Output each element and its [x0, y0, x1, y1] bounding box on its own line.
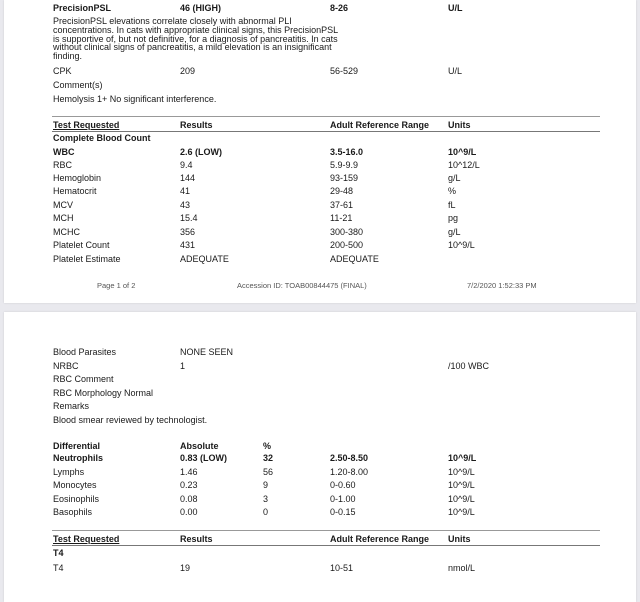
psl-range: 8-26: [330, 3, 349, 13]
cpk-range: 56-529: [330, 66, 359, 76]
test-name: WBC: [53, 147, 75, 157]
percent-header: %: [263, 441, 272, 451]
test-name: Hematocrit: [53, 186, 97, 196]
reference-range: 37-61: [330, 200, 354, 210]
section-complete-blood-count: Complete Blood Count: [53, 133, 151, 143]
t4-col-header-results: Results: [180, 534, 213, 544]
row-label: Blood Parasites: [53, 347, 117, 357]
reference-range: 3.5-16.0: [330, 147, 364, 157]
section-t4: T4: [53, 548, 64, 558]
units: 10^9/L: [448, 467, 475, 477]
percent-value: 9: [263, 480, 269, 490]
t4-table-top-rule: [52, 530, 600, 531]
test-name: MCHC: [53, 227, 80, 237]
col-header-test-requested: Test Requested: [53, 120, 120, 130]
reference-range: 200-500: [330, 240, 364, 250]
page-number: Page 1 of 2: [97, 281, 136, 290]
reference-range: 2.50-8.50: [330, 453, 369, 463]
rbc-morphology: RBC Morphology Normal: [53, 388, 154, 398]
reference-range: 1.20-8.00: [330, 467, 369, 477]
units: 10^9/L: [448, 494, 475, 504]
reference-range: 0-1.00: [330, 494, 356, 504]
row-value: NONE SEEN: [180, 347, 234, 357]
col-header-units: Units: [448, 120, 471, 130]
reference-range: 10-51: [330, 563, 354, 573]
units: 10^9/L: [448, 240, 475, 250]
remarks-label: Remarks: [53, 401, 90, 411]
psl-test-name: PrecisionPSL: [53, 3, 112, 13]
result-value: 431: [180, 240, 196, 250]
units: nmol/L: [448, 563, 476, 573]
col-header-reference-range: Adult Reference Range: [330, 120, 430, 130]
result-value: 19: [180, 563, 191, 573]
units: 10^12/L: [448, 160, 480, 170]
result-value: 15.4: [180, 213, 198, 223]
result-value: 144: [180, 173, 196, 183]
report-datetime: 7/2/2020 1:52:33 PM: [467, 281, 537, 290]
reference-range: 93-159: [330, 173, 359, 183]
units: 10^9/L: [448, 480, 475, 490]
table-top-rule: [52, 116, 600, 117]
test-name: T4: [53, 563, 64, 573]
reference-range: 300-380: [330, 227, 364, 237]
absolute-value: 0.08: [180, 494, 198, 504]
col-header-results: Results: [180, 120, 213, 130]
reference-range: 0-0.60: [330, 480, 356, 490]
psl-units: U/L: [448, 3, 463, 13]
t4-col-header-test-requested: Test Requested: [53, 534, 120, 544]
units: 10^9/L: [448, 147, 477, 157]
accession-id: Accession ID: TOAB00844475 (FINAL): [237, 281, 367, 290]
report-page-2: [4, 312, 636, 602]
test-name: RBC: [53, 160, 73, 170]
hemolysis-comment: Hemolysis 1+ No significant interference.: [53, 94, 217, 104]
units: g/L: [448, 227, 461, 237]
result-value: 9.4: [180, 160, 193, 170]
reference-range: 29-48: [330, 186, 354, 196]
result-value: 356: [180, 227, 196, 237]
cell-type: Monocytes: [53, 480, 97, 490]
units: 10^9/L: [448, 507, 475, 517]
absolute-value: 0.23: [180, 480, 198, 490]
psl-result: 46 (HIGH): [180, 3, 222, 13]
header-bottom-rule: [52, 131, 600, 132]
units: %: [448, 186, 457, 196]
units: pg: [448, 213, 459, 223]
units: fL: [448, 200, 456, 210]
percent-value: 3: [263, 494, 269, 504]
t4-header-bottom-rule: [52, 545, 600, 546]
result-value: 41: [180, 186, 191, 196]
cpk-result: 209: [180, 66, 196, 76]
test-name: MCH: [53, 213, 74, 223]
test-name: MCV: [53, 200, 73, 210]
reference-range: 5.9-9.9: [330, 160, 359, 170]
percent-value: 56: [263, 467, 274, 477]
report-page-1: [4, 0, 636, 303]
result-value: 2.6 (LOW): [180, 147, 222, 157]
t4-col-header-units: Units: [448, 534, 471, 544]
cell-type: Basophils: [53, 507, 93, 517]
cpk-test-name: CPK: [53, 66, 72, 76]
absolute-value: 0.83 (LOW): [180, 453, 228, 463]
cell-type: Lymphs: [53, 467, 85, 477]
differential-header: Differential: [53, 441, 101, 451]
row-value: 1: [180, 361, 186, 371]
row-units: /100 WBC: [448, 361, 490, 371]
test-name: Hemoglobin: [53, 173, 102, 183]
comments-label: Comment(s): [53, 80, 103, 90]
absolute-value: 1.46: [180, 467, 198, 477]
psl-interpretation-note: PrecisionPSL elevations correlate closely with abnormal PLI concentrations. In cats with appropriate clinical signs, this PrecisionPSL is supportive of, but not definitive, for a diagnosis of pancreatitis. In cats without clinical signs of pancreatitis, a mild elevation is an insignificant finding.: [53, 16, 338, 62]
result-value: ADEQUATE: [180, 254, 229, 264]
test-name: Platelet Estimate: [53, 254, 121, 264]
percent-value: 0: [263, 507, 269, 517]
t4-col-header-reference-range: Adult Reference Range: [330, 534, 430, 544]
cpk-units: U/L: [448, 66, 463, 76]
test-name: Platelet Count: [53, 240, 110, 250]
rbc-comment-label: RBC Comment: [53, 374, 114, 384]
units: 10^9/L: [448, 453, 477, 463]
reference-range: ADEQUATE: [330, 254, 379, 264]
remarks-text: Blood smear reviewed by technologist.: [53, 415, 208, 425]
cell-type: Neutrophils: [53, 453, 104, 463]
result-value: 43: [180, 200, 191, 210]
absolute-value: 0.00: [180, 507, 198, 517]
absolute-header: Absolute: [180, 441, 219, 451]
row-label: NRBC: [53, 361, 79, 371]
cell-type: Eosinophils: [53, 494, 100, 504]
percent-value: 32: [263, 453, 274, 463]
reference-range: 0-0.15: [330, 507, 356, 517]
units: g/L: [448, 173, 461, 183]
reference-range: 11-21: [330, 213, 353, 223]
